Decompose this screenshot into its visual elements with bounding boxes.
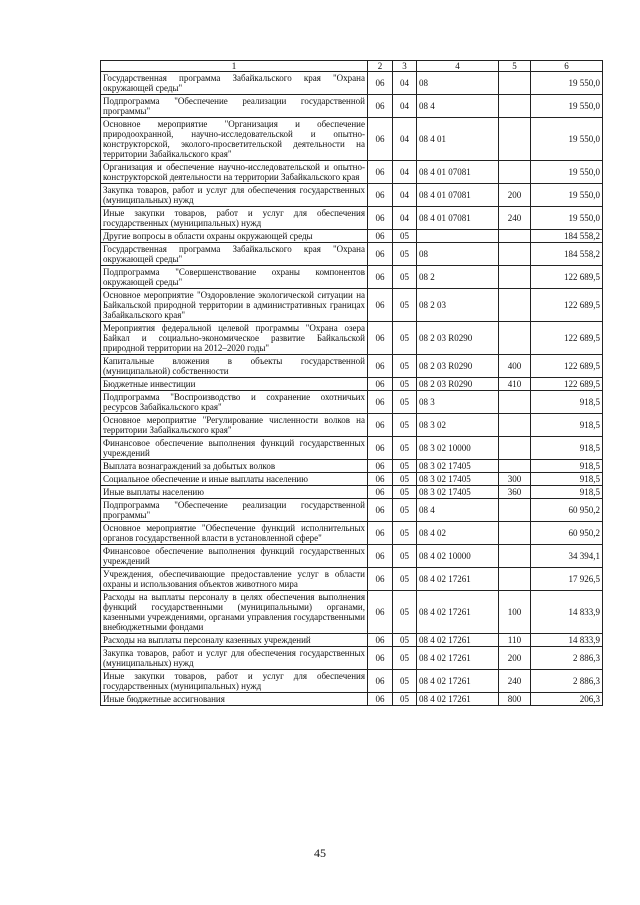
- amount-cell: 918,5: [531, 437, 603, 460]
- target-article-code-cell: 08 4 02 17261: [417, 693, 499, 706]
- target-article-code-cell: 08 4 02 10000: [417, 545, 499, 568]
- table-row: [101, 207, 603, 230]
- item-name-cell: Финансовое обеспечение выполнения функций государственных учреждений: [101, 545, 368, 568]
- expense-type-code-cell: [499, 391, 531, 414]
- subsection-code-cell: 05: [393, 378, 417, 391]
- amount-cell: 122 689,5: [531, 266, 603, 289]
- amount-cell: 19 550,0: [531, 118, 603, 161]
- expense-type-code-cell: [499, 161, 531, 184]
- expense-type-code-cell: 100: [499, 591, 531, 634]
- subsection-code-cell: 05: [393, 266, 417, 289]
- expense-type-code-cell: 400: [499, 355, 531, 378]
- section-code-cell: 06: [368, 486, 393, 499]
- amount-cell: 2 886,3: [531, 647, 603, 670]
- target-article-code-cell: 08 4 02 17261: [417, 670, 499, 693]
- target-article-code-cell: 08: [417, 243, 499, 266]
- section-code-cell: 06: [368, 118, 393, 161]
- expense-type-code-cell: [499, 545, 531, 568]
- item-name-cell: Основное мероприятие "Обеспечение функций исполнительных органов государственной власти в установленной сфере": [101, 522, 368, 545]
- table-row: [101, 499, 603, 522]
- subsection-code-cell: 05: [393, 243, 417, 266]
- subsection-code-cell: 05: [393, 670, 417, 693]
- item-name-cell: Подпрограмма "Обеспечение реализации государственной программы": [101, 95, 368, 118]
- item-name-cell: Расходы на выплаты персоналу казенных учреждений: [101, 634, 368, 647]
- amount-cell: 918,5: [531, 473, 603, 486]
- expense-type-code-cell: [499, 72, 531, 95]
- section-code-cell: 06: [368, 634, 393, 647]
- target-article-code-cell: 08 3 02 10000: [417, 437, 499, 460]
- table-row: [101, 184, 603, 207]
- section-code-cell: 06: [368, 322, 393, 355]
- item-name-cell: Иные закупки товаров, работ и услуг для обеспечения государственных (муниципальных) нужд: [101, 670, 368, 693]
- target-article-code-cell: 08 4 02 17261: [417, 568, 499, 591]
- target-article-code-cell: 08 2 03 R0290: [417, 322, 499, 355]
- expense-type-code-cell: [499, 322, 531, 355]
- table-row: [101, 355, 603, 378]
- table-row: [101, 118, 603, 161]
- section-code-cell: 06: [368, 545, 393, 568]
- item-name-cell: Иные выплаты населению: [101, 486, 368, 499]
- section-code-cell: 06: [368, 693, 393, 706]
- item-name-cell: Основное мероприятие "Организация и обеспечение природоохранной, научно-исследовательской и опытно-конструкторской, эколого-просветительской деятельности на территории Забайкальского края": [101, 118, 368, 161]
- item-name-cell: Основное мероприятие "Регулирование численности волков на территории Забайкальского края": [101, 414, 368, 437]
- target-article-code-cell: 08 4 01 07081: [417, 184, 499, 207]
- item-name-cell: Социальное обеспечение и иные выплаты населению: [101, 473, 368, 486]
- expense-type-code-cell: [499, 289, 531, 322]
- table-row: [101, 545, 603, 568]
- expense-type-code-cell: [499, 414, 531, 437]
- section-code-cell: 06: [368, 243, 393, 266]
- table-row: [101, 568, 603, 591]
- table-row: [101, 591, 603, 634]
- expense-type-code-cell: [499, 95, 531, 118]
- target-article-code-cell: 08 2 03 R0290: [417, 355, 499, 378]
- amount-cell: 19 550,0: [531, 184, 603, 207]
- target-article-code-cell: 08 2: [417, 266, 499, 289]
- subsection-code-cell: 05: [393, 414, 417, 437]
- section-code-cell: 06: [368, 72, 393, 95]
- item-name-cell: Закупка товаров, работ и услуг для обеспечения государственных (муниципальных) нужд: [101, 184, 368, 207]
- column-header-3: 3: [393, 61, 417, 72]
- table-row: [101, 693, 603, 706]
- amount-cell: 122 689,5: [531, 378, 603, 391]
- section-code-cell: 06: [368, 473, 393, 486]
- subsection-code-cell: 05: [393, 545, 417, 568]
- table-row: [101, 266, 603, 289]
- section-code-cell: 06: [368, 591, 393, 634]
- table-row: [101, 95, 603, 118]
- amount-cell: 19 550,0: [531, 161, 603, 184]
- header-row: [101, 61, 603, 72]
- target-article-code-cell: 08 4 02: [417, 522, 499, 545]
- table-row: [101, 72, 603, 95]
- expense-type-code-cell: [499, 522, 531, 545]
- column-header-6: 6: [531, 61, 603, 72]
- column-header-2: 2: [368, 61, 393, 72]
- item-name-cell: Закупка товаров, работ и услуг для обеспечения государственных (муниципальных) нужд: [101, 647, 368, 670]
- expense-type-code-cell: [499, 437, 531, 460]
- section-code-cell: 06: [368, 230, 393, 243]
- target-article-code-cell: 08 3 02 17405: [417, 460, 499, 473]
- target-article-code-cell: 08 2 03 R0290: [417, 378, 499, 391]
- section-code-cell: 06: [368, 437, 393, 460]
- expense-type-code-cell: [499, 230, 531, 243]
- table-row: [101, 322, 603, 355]
- item-name-cell: Учреждения, обеспечивающие предоставление услуг в области охраны и использования объектов животного мира: [101, 568, 368, 591]
- target-article-code-cell: 08 4: [417, 499, 499, 522]
- item-name-cell: Иные бюджетные ассигнования: [101, 693, 368, 706]
- amount-cell: 122 689,5: [531, 289, 603, 322]
- section-code-cell: 06: [368, 499, 393, 522]
- section-code-cell: 06: [368, 207, 393, 230]
- table-row: [101, 161, 603, 184]
- item-name-cell: Организация и обеспечение научно-исследовательской и опытно-конструкторской деятельности на территории Забайкальского края: [101, 161, 368, 184]
- subsection-code-cell: 05: [393, 522, 417, 545]
- subsection-code-cell: 05: [393, 568, 417, 591]
- section-code-cell: 06: [368, 414, 393, 437]
- item-name-cell: Подпрограмма "Совершенствование охраны компонентов окружающей среды": [101, 266, 368, 289]
- expense-type-code-cell: 240: [499, 207, 531, 230]
- subsection-code-cell: 04: [393, 95, 417, 118]
- subsection-code-cell: 05: [393, 437, 417, 460]
- amount-cell: 2 886,3: [531, 670, 603, 693]
- item-name-cell: Расходы на выплаты персоналу в целях обеспечения выполнения функций государственными (муниципальными) органами, казенными учреждениями, органами управления государственными внебюджетными фондами: [101, 591, 368, 634]
- expense-type-code-cell: 360: [499, 486, 531, 499]
- table-row: [101, 414, 603, 437]
- amount-cell: 60 950,2: [531, 499, 603, 522]
- target-article-code-cell: 08 4: [417, 95, 499, 118]
- item-name-cell: Выплата вознаграждений за добытых волков: [101, 460, 368, 473]
- amount-cell: 122 689,5: [531, 355, 603, 378]
- target-article-code-cell: 08: [417, 72, 499, 95]
- amount-cell: 19 550,0: [531, 207, 603, 230]
- section-code-cell: 06: [368, 161, 393, 184]
- amount-cell: 19 550,0: [531, 72, 603, 95]
- subsection-code-cell: 05: [393, 634, 417, 647]
- table-row: [101, 437, 603, 460]
- target-article-code-cell: 08 3 02 17405: [417, 486, 499, 499]
- table-row: [101, 391, 603, 414]
- section-code-cell: 06: [368, 95, 393, 118]
- table-row: [101, 522, 603, 545]
- subsection-code-cell: 04: [393, 118, 417, 161]
- section-code-cell: 06: [368, 378, 393, 391]
- expense-type-code-cell: 200: [499, 184, 531, 207]
- subsection-code-cell: 05: [393, 391, 417, 414]
- expense-type-code-cell: 110: [499, 634, 531, 647]
- table-row: [101, 670, 603, 693]
- amount-cell: 14 833,9: [531, 634, 603, 647]
- target-article-code-cell: 08 4 01: [417, 118, 499, 161]
- subsection-code-cell: 05: [393, 486, 417, 499]
- section-code-cell: 06: [368, 355, 393, 378]
- amount-cell: 184 558,2: [531, 230, 603, 243]
- table-row: [101, 473, 603, 486]
- target-article-code-cell: 08 4 02 17261: [417, 647, 499, 670]
- section-code-cell: 06: [368, 184, 393, 207]
- item-name-cell: Капитальные вложения в объекты государственной (муниципальной) собственности: [101, 355, 368, 378]
- table-row: [101, 378, 603, 391]
- expense-type-code-cell: [499, 266, 531, 289]
- target-article-code-cell: [417, 230, 499, 243]
- column-header-4: 4: [417, 61, 499, 72]
- budget-table: [100, 60, 603, 706]
- section-code-cell: 06: [368, 289, 393, 322]
- amount-cell: 17 926,5: [531, 568, 603, 591]
- expense-type-code-cell: [499, 499, 531, 522]
- subsection-code-cell: 05: [393, 473, 417, 486]
- subsection-code-cell: 04: [393, 207, 417, 230]
- table-row: [101, 460, 603, 473]
- section-code-cell: 06: [368, 460, 393, 473]
- amount-cell: 34 394,1: [531, 545, 603, 568]
- page-number: 45: [314, 846, 326, 860]
- item-name-cell: Мероприятия федеральной целевой программы "Охрана озера Байкал и социально-экономическое развитие Байкальской природной территории на 2012–2020 годы": [101, 322, 368, 355]
- subsection-code-cell: 04: [393, 161, 417, 184]
- amount-cell: 122 689,5: [531, 322, 603, 355]
- item-name-cell: Финансовое обеспечение выполнения функций государственных учреждений: [101, 437, 368, 460]
- target-article-code-cell: 08 4 01 07081: [417, 207, 499, 230]
- amount-cell: 918,5: [531, 391, 603, 414]
- subsection-code-cell: 05: [393, 591, 417, 634]
- amount-cell: 60 950,2: [531, 522, 603, 545]
- target-article-code-cell: 08 3 02: [417, 414, 499, 437]
- subsection-code-cell: 05: [393, 499, 417, 522]
- subsection-code-cell: 05: [393, 647, 417, 670]
- table-row: [101, 486, 603, 499]
- subsection-code-cell: 04: [393, 184, 417, 207]
- amount-cell: 19 550,0: [531, 95, 603, 118]
- expense-type-code-cell: 240: [499, 670, 531, 693]
- column-header-1: 1: [101, 61, 368, 72]
- item-name-cell: Основное мероприятие "Оздоровление экологической ситуации на Байкальской природной территории в административных границах Забайкальского края": [101, 289, 368, 322]
- expense-type-code-cell: 410: [499, 378, 531, 391]
- expense-type-code-cell: [499, 568, 531, 591]
- section-code-cell: 06: [368, 568, 393, 591]
- table-row: [101, 647, 603, 670]
- subsection-code-cell: 05: [393, 460, 417, 473]
- amount-cell: 918,5: [531, 460, 603, 473]
- item-name-cell: Государственная программа Забайкальского края "Охрана окружающей среды": [101, 243, 368, 266]
- item-name-cell: Государственная программа Забайкальского края "Охрана окружающей среды": [101, 72, 368, 95]
- subsection-code-cell: 05: [393, 693, 417, 706]
- subsection-code-cell: 05: [393, 322, 417, 355]
- amount-cell: 918,5: [531, 414, 603, 437]
- expense-type-code-cell: 300: [499, 473, 531, 486]
- item-name-cell: Подпрограмма "Обеспечение реализации государственной программы": [101, 499, 368, 522]
- expense-type-code-cell: [499, 460, 531, 473]
- section-code-cell: 06: [368, 647, 393, 670]
- amount-cell: 184 558,2: [531, 243, 603, 266]
- expense-type-code-cell: [499, 243, 531, 266]
- amount-cell: 206,3: [531, 693, 603, 706]
- target-article-code-cell: 08 4 01 07081: [417, 161, 499, 184]
- subsection-code-cell: 05: [393, 230, 417, 243]
- table-body: [101, 72, 603, 706]
- section-code-cell: 06: [368, 391, 393, 414]
- amount-cell: 918,5: [531, 486, 603, 499]
- expense-type-code-cell: 800: [499, 693, 531, 706]
- item-name-cell: Подпрограмма "Воспроизводство и сохранение охотничьих ресурсов Забайкальского края": [101, 391, 368, 414]
- section-code-cell: 06: [368, 522, 393, 545]
- subsection-code-cell: 05: [393, 355, 417, 378]
- table-row: [101, 243, 603, 266]
- item-name-cell: Другие вопросы в области охраны окружающей среды: [101, 230, 368, 243]
- subsection-code-cell: 05: [393, 289, 417, 322]
- section-code-cell: 06: [368, 266, 393, 289]
- target-article-code-cell: 08 4 02 17261: [417, 634, 499, 647]
- table-row: [101, 230, 603, 243]
- item-name-cell: Бюджетные инвестиции: [101, 378, 368, 391]
- section-code-cell: 06: [368, 670, 393, 693]
- item-name-cell: Иные закупки товаров, работ и услуг для обеспечения государственных (муниципальных) нужд: [101, 207, 368, 230]
- expense-type-code-cell: [499, 118, 531, 161]
- expense-type-code-cell: 200: [499, 647, 531, 670]
- table-row: [101, 634, 603, 647]
- target-article-code-cell: 08 3: [417, 391, 499, 414]
- subsection-code-cell: 04: [393, 72, 417, 95]
- table-row: [101, 289, 603, 322]
- column-header-5: 5: [499, 61, 531, 72]
- target-article-code-cell: 08 3 02 17405: [417, 473, 499, 486]
- target-article-code-cell: 08 2 03: [417, 289, 499, 322]
- amount-cell: 14 833,9: [531, 591, 603, 634]
- target-article-code-cell: 08 4 02 17261: [417, 591, 499, 634]
